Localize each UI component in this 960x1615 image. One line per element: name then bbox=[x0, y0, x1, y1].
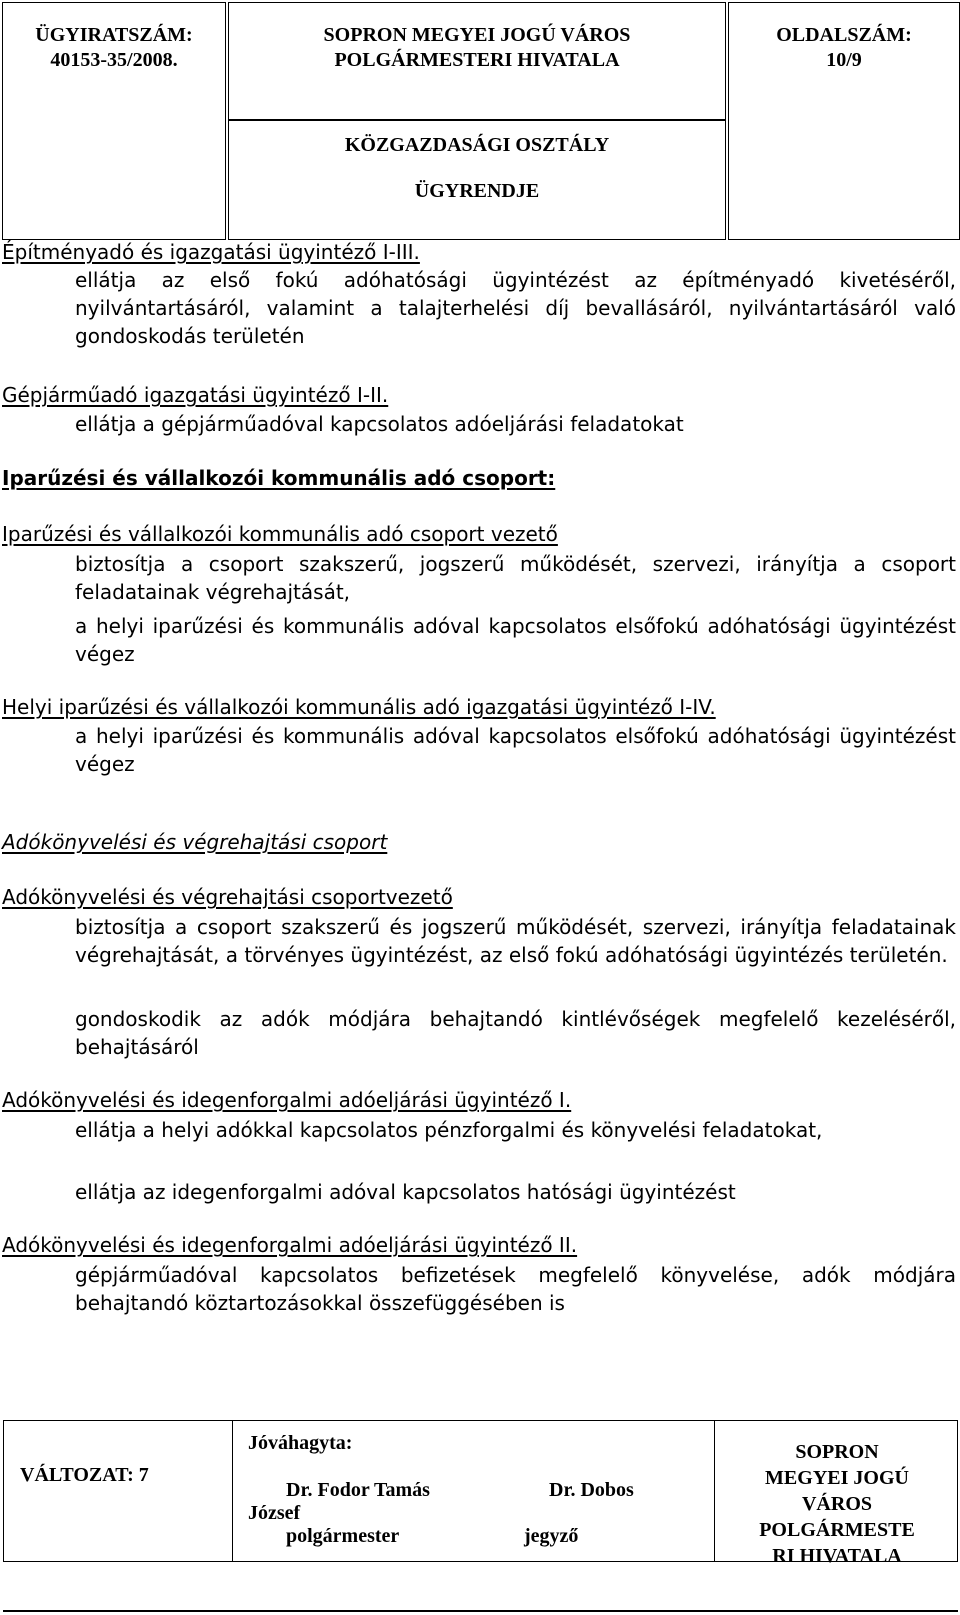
footer-organization-line: SOPRON bbox=[795, 1441, 879, 1463]
section-description: biztosítja a csoport szakszerű és jogszerű működését, szervezi, irányítja feladatainak végrehajtását, a törvényes ügyintézést, az első fokú adóhatósági ügyintézés területén. bbox=[75, 915, 956, 967]
group-title: Adókönyvelési és végrehajtási csoport bbox=[2, 830, 388, 854]
page-number-cell bbox=[728, 2, 960, 240]
notary-title: jegyző bbox=[524, 1525, 579, 1547]
reference-number-cell bbox=[2, 2, 226, 240]
section-title: Helyi iparűzési és vállalkozói kommunális adó igazgatási ügyintéző I-IV. bbox=[2, 695, 716, 719]
group-title: Iparűzési és vállalkozói kommunális adó csoport: bbox=[2, 466, 556, 490]
section-description: biztosítja a csoport szakszerű, jogszerű működését, szervezi, irányítja a csoport feladatainak végrehajtását, bbox=[75, 552, 956, 604]
section-title: Építményadó és igazgatási ügyintéző I-III. bbox=[2, 240, 420, 264]
section-title: Gépjárműadó igazgatási ügyintéző I-II. bbox=[2, 383, 389, 407]
organization-name-line2: POLGÁRMESTERI HIVATALA bbox=[334, 49, 620, 71]
reference-number-value: 40153-35/2008. bbox=[50, 49, 178, 71]
footer-divider bbox=[232, 1421, 233, 1561]
page-number-value: 10/9 bbox=[826, 49, 862, 71]
section-title: Adókönyvelési és idegenforgalmi adóeljárási ügyintéző I. bbox=[2, 1088, 572, 1112]
approval-label: Jóváhagyta: bbox=[248, 1432, 353, 1454]
section-description: ellátja az első fokú adóhatósági ügyintézést az építményadó kivetéséről, nyilvántartásáról, valamint a talajterhelési díj bevallásáról, nyilvántartásáról való gondoskodás területén bbox=[75, 268, 956, 348]
reference-number-label: ÜGYIRATSZÁM: bbox=[35, 24, 193, 46]
section-description: gépjárműadóval kapcsolatos befizetések megfelelő könyvelése, adók módjára behajtandó köztartozásokkal összefüggésében is bbox=[75, 1263, 956, 1315]
notary-name: Dr. Dobos bbox=[549, 1479, 634, 1501]
document-footer bbox=[3, 1420, 958, 1567]
section-description: ellátja a helyi adókkal kapcsolatos pénzforgalmi és könyvelési feladatokat, bbox=[75, 1118, 823, 1142]
section-description: ellátja a gépjárműadóval kapcsolatos adóeljárási feladatokat bbox=[75, 412, 684, 436]
page-number-label: OLDALSZÁM: bbox=[776, 24, 912, 46]
document-type: ÜGYRENDJE bbox=[414, 180, 540, 202]
footer-organization-line: RI HIVATALA bbox=[772, 1545, 902, 1567]
section-description: ellátja az idegenforgalmi adóval kapcsolatos hatósági ügyintézést bbox=[75, 1180, 736, 1204]
section-title: Adókönyvelési és idegenforgalmi adóeljárási ügyintéző II. bbox=[2, 1233, 578, 1257]
document-header bbox=[2, 2, 960, 242]
section-title: Adókönyvelési és végrehajtási csoportvezető bbox=[2, 885, 453, 909]
mayor-name: Dr. Fodor Tamás bbox=[286, 1479, 430, 1501]
department-cell bbox=[228, 120, 726, 240]
bottom-divider bbox=[3, 1610, 958, 1612]
section-description: gondoskodik az adók módjára behajtandó kintlévőségek megfelelő kezeléséről, behajtásáról bbox=[75, 1007, 956, 1059]
organization-name-line1: SOPRON MEGYEI JOGÚ VÁROS bbox=[323, 24, 631, 46]
department-name: KÖZGAZDASÁGI OSZTÁLY bbox=[344, 134, 610, 156]
footer-organization-line: MEGYEI JOGÚ bbox=[765, 1467, 909, 1489]
footer-organization-line: VÁROS bbox=[801, 1493, 872, 1515]
section-title: Iparűzési és vállalkozói kommunális adó csoport vezető bbox=[2, 522, 558, 546]
organization-cell bbox=[228, 2, 726, 120]
section-description: a helyi iparűzési és kommunális adóval kapcsolatos elsőfokú adóhatósági ügyintézést végez bbox=[75, 724, 956, 776]
footer-organization bbox=[716, 1439, 958, 1569]
notary-name-continued: József bbox=[248, 1502, 301, 1524]
section-description: a helyi iparűzési és kommunális adóval kapcsolatos elsőfokú adóhatósági ügyintézést végez bbox=[75, 614, 956, 666]
version-label: VÁLTOZAT: 7 bbox=[20, 1464, 149, 1486]
mayor-title: polgármester bbox=[286, 1525, 400, 1547]
footer-divider bbox=[714, 1421, 715, 1561]
footer-organization-line: POLGÁRMESTE bbox=[759, 1519, 915, 1541]
